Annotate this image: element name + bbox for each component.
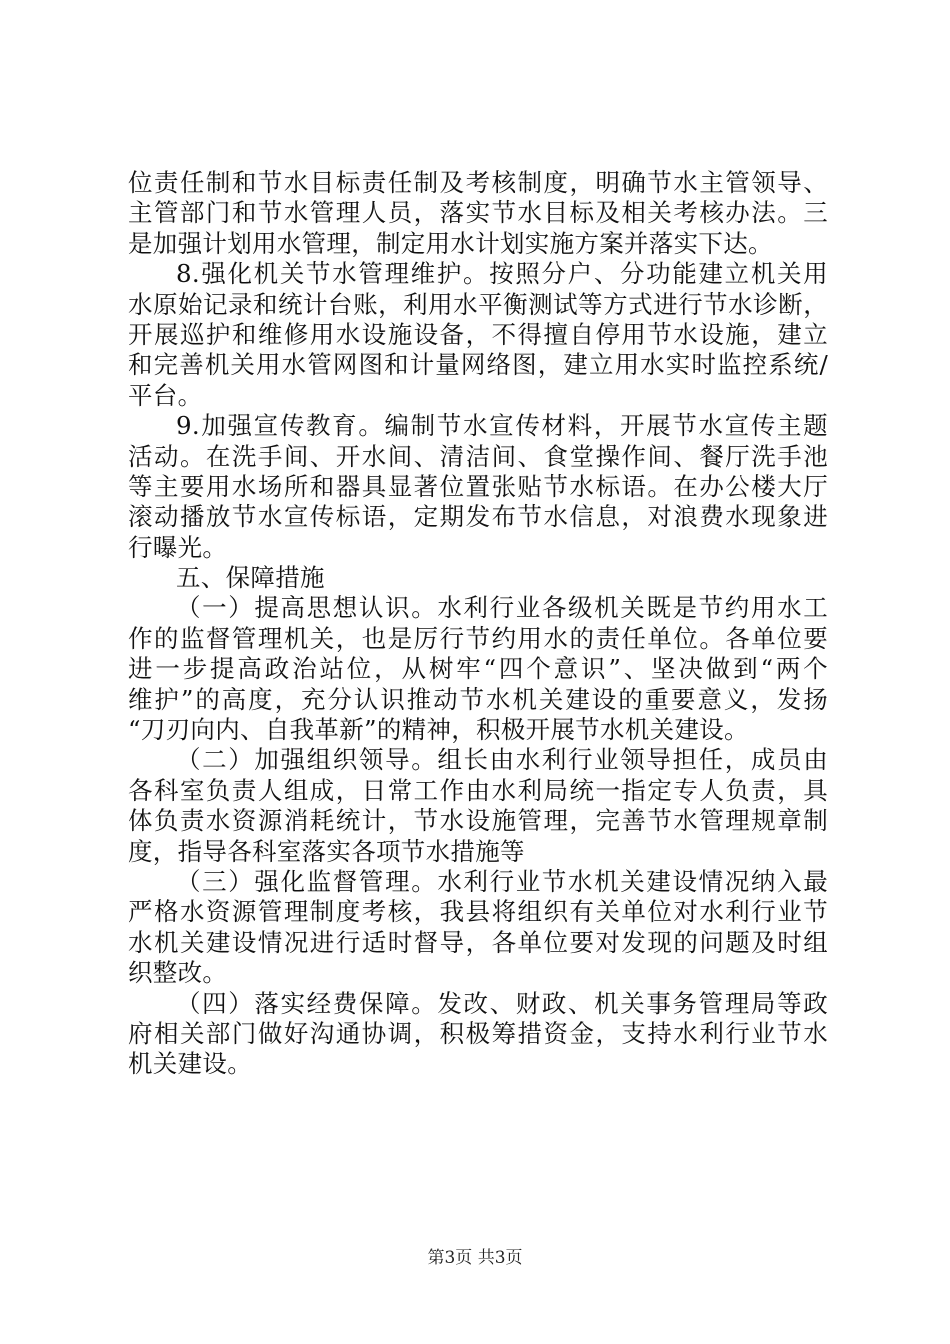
- text-line: 织整改。: [128, 958, 228, 988]
- paragraph-start-8: 8.强化机关节水管理维护。按照分户、分功能建立机关用: [176, 259, 828, 289]
- text-line: 是加强计划用水管理，制定用水计划实施方案并落实下达。: [128, 228, 773, 258]
- text-line: 开展巡护和维修用水设施设备，不得擅自停用节水设施，建立: [128, 319, 828, 349]
- text-line: 和完善机关用水管网图和计量网络图，建立用水实时监控系统/: [128, 350, 828, 380]
- text-line: 水机关建设情况进行适时督导，各单位要对发现的问题及时组: [128, 927, 828, 957]
- paragraph-start-4: （四）落实经费保障。发改、财政、机关事务管理局等政: [176, 988, 828, 1018]
- paragraph-start-2: （二）加强组织领导。组长由水利行业领导担任，成员由: [176, 745, 828, 775]
- paragraph-start-3: （三）强化监督管理。水利行业节水机关建设情况纳入最: [176, 866, 828, 896]
- paragraph-start-1: （一）提高思想认识。水利行业各级机关既是节约用水工: [176, 593, 828, 623]
- document-body: [128, 168, 828, 1080]
- text-line: 活动。在洗手间、开水间、清洁间、食堂操作间、餐厅洗手池: [128, 441, 828, 471]
- text-line: 滚动播放节水宣传标语，定期发布节水信息，对浪费水现象进: [128, 502, 828, 532]
- text-line: 机关建设。: [128, 1049, 252, 1079]
- text-line: 水原始记录和统计台账，利用水平衡测试等方式进行节水诊断，: [128, 289, 828, 319]
- page-footer: 第3页 共3页: [427, 1248, 523, 1268]
- text-line: 各科室负责人组成，日常工作由水利局统一指定专人负责，具: [128, 775, 828, 805]
- paragraph-start-9: 9.加强宣传教育。编制节水宣传材料，开展节水宣传主题: [176, 411, 828, 441]
- text-line: 府相关部门做好沟通协调，积极筹措资金，支持水利行业节水: [128, 1018, 828, 1048]
- text-line: 等主要用水场所和器具显著位置张贴节水标语。在办公楼大厅: [128, 471, 828, 501]
- text-line: 维护”的高度，充分认识推动节水机关建设的重要意义，发扬: [128, 684, 828, 714]
- text-line: 体负责水资源消耗统计，节水设施管理，完善节水管理规章制: [128, 806, 828, 836]
- text-line: 严格水资源管理制度考核，我县将组织有关单位对水利行业节: [128, 897, 828, 927]
- text-line: 位责任制和节水目标责任制及考核制度，明确节水主管领导、: [128, 168, 828, 197]
- text-line: 作的监督管理机关，也是厉行节约用水的责任单位。各单位要: [128, 623, 828, 653]
- section-heading: 五、保障措施: [176, 563, 325, 593]
- text-line: 进一步提高政治站位，从树牢“四个意识”、坚决做到“两个: [128, 654, 828, 684]
- text-line: “刀刃向内、自我革新”的精神，积极开展节水机关建设。: [128, 715, 749, 745]
- text-line: 主管部门和节水管理人员，落实节水目标及相关考核办法。三: [128, 198, 828, 228]
- text-line: 行曝光。: [128, 532, 228, 562]
- text-line: 平台。: [128, 380, 203, 410]
- text-line: 度，指导各科室落实各项节水措施等: [128, 836, 525, 866]
